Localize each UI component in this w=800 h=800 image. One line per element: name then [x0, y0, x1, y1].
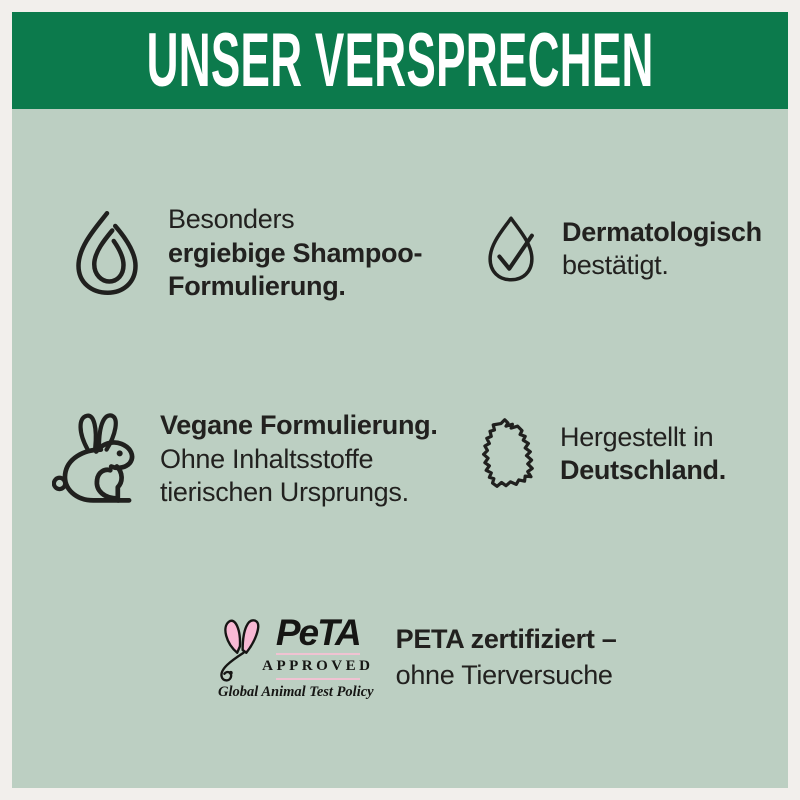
droplet-spiral-icon: [68, 207, 146, 299]
promise-line: Formulierung.: [168, 271, 346, 301]
promise-text: [160, 409, 438, 510]
promise-line: ergiebige Shampoo-: [168, 237, 423, 268]
promise-line: Besonders: [168, 204, 295, 234]
promise-line: Dermatologisch: [562, 216, 762, 247]
peta-tagline: Global Animal Test Policy: [218, 684, 374, 701]
promise-line: tierischen Ursprungs.: [160, 477, 409, 507]
peta-logo-text-stack: [262, 614, 373, 684]
promise-text: [168, 203, 422, 304]
peta-divider-line: [276, 653, 360, 655]
peta-certification-row: [218, 614, 616, 701]
promise-line: Ohne Inhaltsstoffe: [160, 443, 374, 474]
promise-item-shampoo-formulation: [68, 203, 422, 304]
promise-text: [560, 421, 726, 488]
promise-item-made-in-germany: [474, 409, 726, 499]
promise-line: Hergestellt in: [560, 421, 714, 452]
promise-line: Deutschland.: [560, 455, 726, 485]
content-area: [12, 109, 788, 788]
promise-text: [562, 216, 762, 283]
droplet-check-icon: [482, 205, 540, 293]
promise-item-vegan: [52, 409, 438, 510]
germany-map-icon: [474, 409, 538, 499]
promise-item-dermatology: [482, 205, 762, 293]
peta-line: PETA zertifiziert –: [395, 624, 617, 654]
promise-line: Vegane Formulierung.: [160, 410, 438, 440]
peta-bunny-icon: [218, 616, 260, 684]
peta-approved-label: APPROVED: [262, 658, 374, 675]
page-title: UNSER VERSPRECHEN: [146, 17, 654, 103]
peta-brand-wordmark: PeTA: [275, 612, 360, 653]
peta-approved-logo: [218, 614, 374, 701]
peta-logo-top: [218, 614, 373, 684]
header-banner: [12, 12, 788, 109]
peta-line: ohne Tierversuche: [395, 660, 613, 690]
peta-text: [396, 614, 617, 693]
promise-line: bestätigt.: [562, 250, 669, 280]
rabbit-icon: [52, 412, 146, 506]
peta-divider-line: [276, 678, 360, 680]
